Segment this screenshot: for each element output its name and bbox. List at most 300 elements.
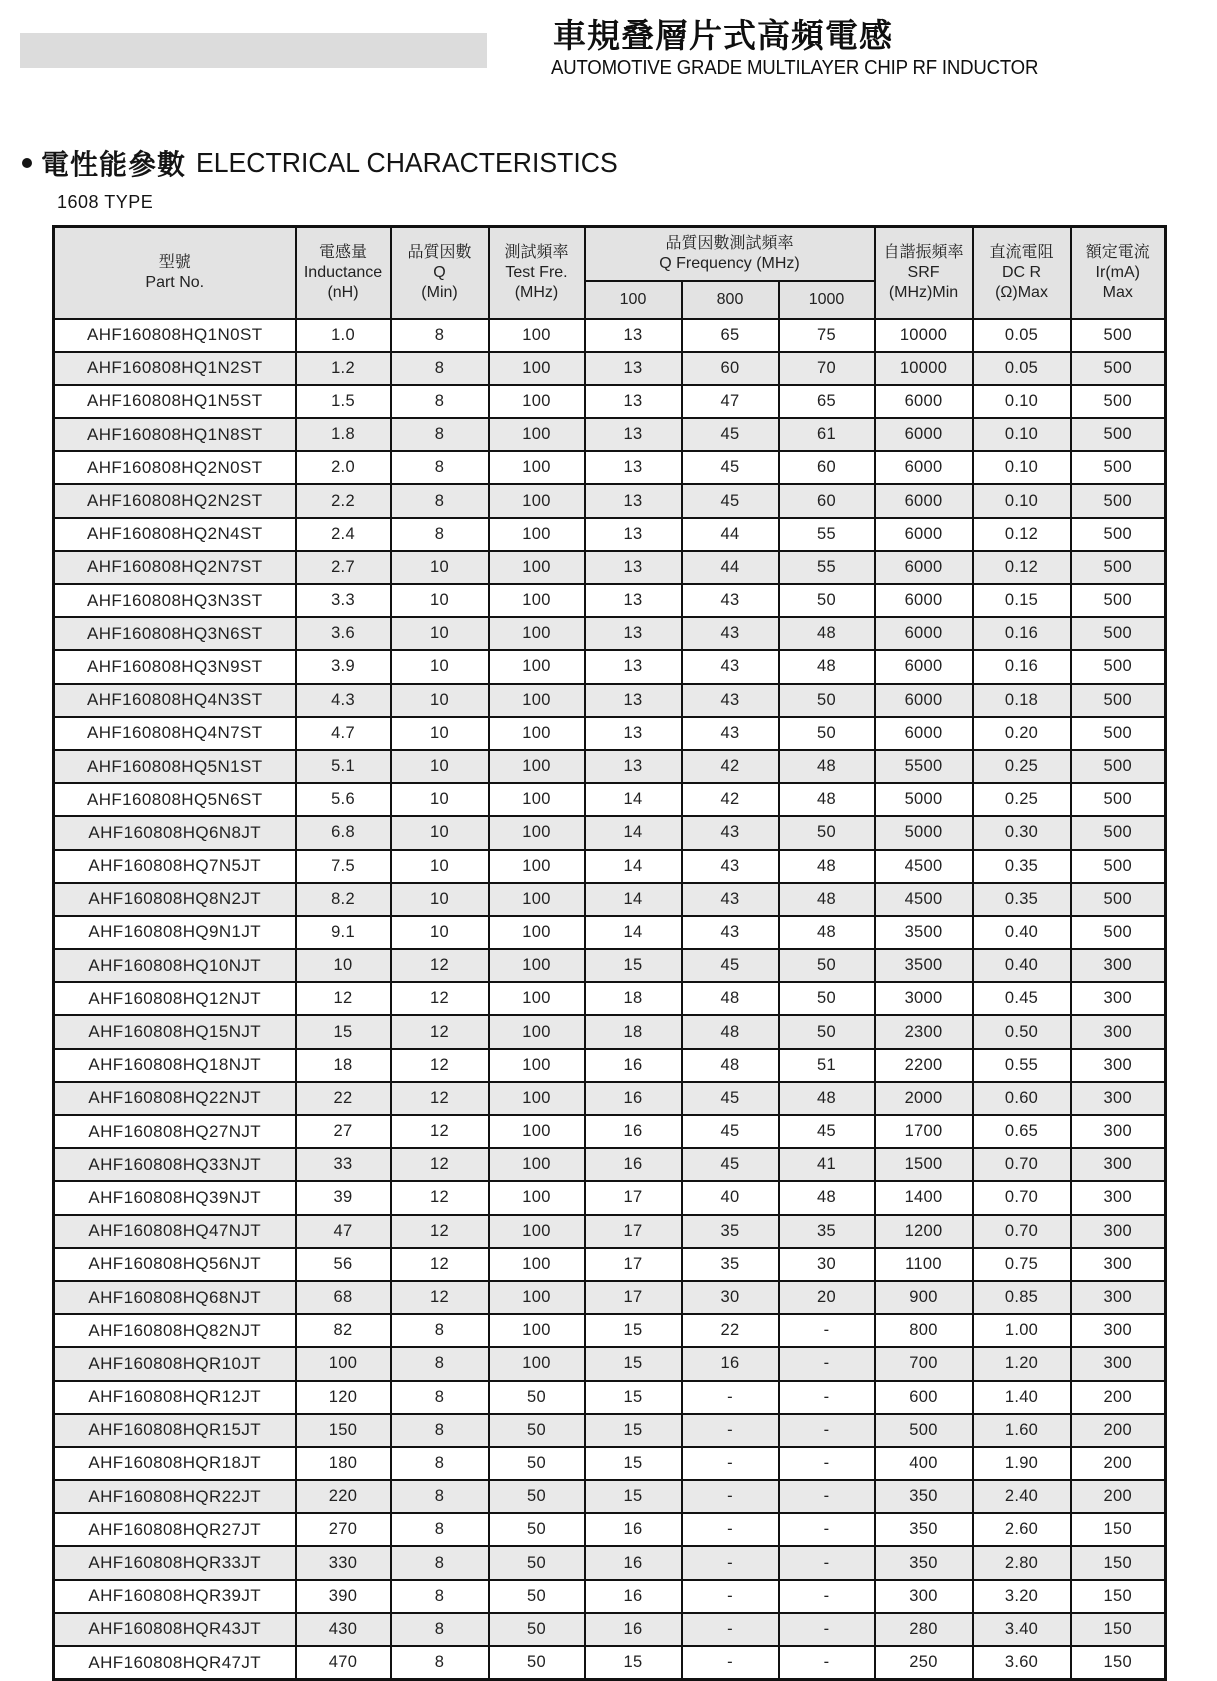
value-cell: 500 (1071, 883, 1166, 916)
value-cell: 12 (391, 1082, 489, 1115)
value-cell: 300 (1071, 1248, 1166, 1281)
value-cell: 2200 (875, 1049, 973, 1082)
value-cell: 0.20 (973, 717, 1071, 750)
value-cell: 500 (1071, 451, 1166, 484)
value-cell: 6000 (875, 650, 973, 683)
value-cell: 1.00 (973, 1314, 1071, 1347)
value-cell: 35 (779, 1215, 875, 1248)
value-cell: 300 (1071, 1347, 1166, 1380)
value-cell: 100 (489, 1281, 585, 1314)
value-cell: 8 (391, 1381, 489, 1414)
value-cell: - (779, 1381, 875, 1414)
bullet-icon (22, 158, 32, 168)
part-no-cell: AHF160808HQ27NJT (54, 1115, 296, 1148)
value-cell: 4.3 (296, 684, 391, 717)
value-cell: 100 (489, 451, 585, 484)
value-cell: - (779, 1414, 875, 1447)
value-cell: 5000 (875, 783, 973, 816)
value-cell: 470 (296, 1646, 391, 1680)
col-header-qfreq-100: 100 (585, 281, 682, 319)
value-cell: 500 (1071, 584, 1166, 617)
value-cell: 15 (585, 1314, 682, 1347)
value-cell: 12 (391, 1049, 489, 1082)
table-row (54, 1646, 1166, 1680)
table-row (54, 1480, 1166, 1513)
value-cell: 43 (682, 916, 779, 949)
value-cell: 56 (296, 1248, 391, 1281)
value-cell: 2.4 (296, 518, 391, 551)
value-cell: 0.40 (973, 949, 1071, 982)
table-row (54, 1215, 1166, 1248)
table-row (54, 850, 1166, 883)
value-cell: 15 (585, 1414, 682, 1447)
value-cell: 500 (875, 1414, 973, 1447)
value-cell: 43 (682, 717, 779, 750)
value-cell: 300 (875, 1580, 973, 1613)
value-cell: 300 (1071, 1148, 1166, 1181)
value-cell: 0.55 (973, 1049, 1071, 1082)
value-cell: 100 (489, 1215, 585, 1248)
value-cell: 43 (682, 650, 779, 683)
value-cell: 0.16 (973, 650, 1071, 683)
value-cell: - (779, 1447, 875, 1480)
value-cell: 15 (585, 1646, 682, 1680)
value-cell: 60 (779, 484, 875, 517)
value-cell: 68 (296, 1281, 391, 1314)
table-row (54, 617, 1166, 650)
value-cell: 3.60 (973, 1646, 1071, 1680)
part-no-cell: AHF160808HQR22JT (54, 1480, 296, 1513)
part-no-cell: AHF160808HQ1N8ST (54, 418, 296, 451)
part-no-cell: AHF160808HQ2N2ST (54, 484, 296, 517)
value-cell: 5000 (875, 816, 973, 849)
value-cell: 27 (296, 1115, 391, 1148)
part-no-cell: AHF160808HQ18NJT (54, 1049, 296, 1082)
value-cell: 8 (391, 319, 489, 352)
table-row (54, 684, 1166, 717)
value-cell: 8 (391, 1646, 489, 1680)
value-cell: 43 (682, 684, 779, 717)
value-cell: - (682, 1646, 779, 1680)
value-cell: 8 (391, 451, 489, 484)
type-label: 1608 TYPE (57, 192, 154, 212)
value-cell: 10 (391, 816, 489, 849)
value-cell: 390 (296, 1580, 391, 1613)
value-cell: 180 (296, 1447, 391, 1480)
value-cell: 10000 (875, 352, 973, 385)
value-cell: 10 (391, 883, 489, 916)
value-cell: 8 (391, 1613, 489, 1646)
value-cell: 300 (1071, 1215, 1166, 1248)
value-cell: 1.0 (296, 319, 391, 352)
table-header (54, 227, 1166, 319)
table-row (54, 518, 1166, 551)
table-row (54, 451, 1166, 484)
value-cell: 100 (489, 1148, 585, 1181)
value-cell: 5.1 (296, 750, 391, 783)
part-no-cell: AHF160808HQR27JT (54, 1513, 296, 1546)
part-no-cell: AHF160808HQ12NJT (54, 982, 296, 1015)
value-cell: 42 (682, 750, 779, 783)
value-cell: 65 (779, 385, 875, 418)
value-cell: 43 (682, 850, 779, 883)
value-cell: 33 (296, 1148, 391, 1181)
table-row (54, 352, 1166, 385)
value-cell: 43 (682, 584, 779, 617)
table-row (54, 982, 1166, 1015)
value-cell: 0.05 (973, 352, 1071, 385)
value-cell: 150 (1071, 1513, 1166, 1546)
value-cell: 100 (489, 717, 585, 750)
value-cell: - (779, 1513, 875, 1546)
value-cell: 100 (489, 418, 585, 451)
col-header-srf: 自諧振頻率 SRF (MHz)Min (875, 227, 973, 319)
value-cell: 12 (391, 949, 489, 982)
value-cell: 12 (391, 1248, 489, 1281)
value-cell: 48 (779, 916, 875, 949)
value-cell: 2.0 (296, 451, 391, 484)
table-row (54, 1148, 1166, 1181)
table-row (54, 484, 1166, 517)
value-cell: 1400 (875, 1181, 973, 1214)
table-row (54, 883, 1166, 916)
value-cell: 0.75 (973, 1248, 1071, 1281)
value-cell: 200 (1071, 1480, 1166, 1513)
value-cell: 100 (489, 684, 585, 717)
value-cell: 1.5 (296, 385, 391, 418)
value-cell: 50 (779, 717, 875, 750)
part-no-cell: AHF160808HQR18JT (54, 1447, 296, 1480)
value-cell: 44 (682, 518, 779, 551)
value-cell: 15 (585, 1480, 682, 1513)
value-cell: 10 (391, 850, 489, 883)
part-no-cell: AHF160808HQ33NJT (54, 1148, 296, 1181)
value-cell: 12 (391, 1215, 489, 1248)
value-cell: 10 (391, 584, 489, 617)
value-cell: 50 (779, 684, 875, 717)
col-header-q: 品質因數 Q (Min) (391, 227, 489, 319)
value-cell: 48 (779, 750, 875, 783)
value-cell: 100 (489, 1248, 585, 1281)
value-cell: 22 (296, 1082, 391, 1115)
value-cell: 0.12 (973, 551, 1071, 584)
value-cell: 10 (391, 617, 489, 650)
value-cell: 2.7 (296, 551, 391, 584)
value-cell: - (682, 1580, 779, 1613)
table-row (54, 1447, 1166, 1480)
value-cell: 100 (489, 385, 585, 418)
part-no-cell: AHF160808HQ15NJT (54, 1015, 296, 1048)
part-no-cell: AHF160808HQ1N0ST (54, 319, 296, 352)
value-cell: 500 (1071, 816, 1166, 849)
value-cell: 1.20 (973, 1347, 1071, 1380)
table-row (54, 650, 1166, 683)
value-cell: 1.90 (973, 1447, 1071, 1480)
value-cell: 150 (1071, 1646, 1166, 1680)
part-no-cell: AHF160808HQ56NJT (54, 1248, 296, 1281)
value-cell: 13 (585, 750, 682, 783)
value-cell: 300 (1071, 1049, 1166, 1082)
value-cell: 30 (779, 1248, 875, 1281)
value-cell: 45 (682, 451, 779, 484)
value-cell: 50 (489, 1414, 585, 1447)
value-cell: 0.15 (973, 584, 1071, 617)
value-cell: 10 (391, 916, 489, 949)
value-cell: 250 (875, 1646, 973, 1680)
value-cell: 35 (682, 1215, 779, 1248)
page-title-en: AUTOMOTIVE GRADE MULTILAYER CHIP RF INDUCTOR (551, 57, 1039, 79)
value-cell: 150 (1071, 1546, 1166, 1579)
value-cell: 10 (391, 650, 489, 683)
value-cell: 13 (585, 551, 682, 584)
value-cell: 17 (585, 1281, 682, 1314)
part-no-cell: AHF160808HQ4N3ST (54, 684, 296, 717)
part-no-cell: AHF160808HQ1N2ST (54, 352, 296, 385)
value-cell: 50 (489, 1381, 585, 1414)
value-cell: - (682, 1480, 779, 1513)
part-no-cell: AHF160808HQR39JT (54, 1580, 296, 1613)
table-row (54, 916, 1166, 949)
value-cell: 100 (489, 1049, 585, 1082)
value-cell: 8 (391, 1513, 489, 1546)
table-row (54, 1513, 1166, 1546)
value-cell: - (682, 1613, 779, 1646)
value-cell: 1.2 (296, 352, 391, 385)
value-cell: 600 (875, 1381, 973, 1414)
value-cell: 6000 (875, 385, 973, 418)
value-cell: 15 (585, 1447, 682, 1480)
value-cell: 6000 (875, 717, 973, 750)
value-cell: 8 (391, 385, 489, 418)
value-cell: 13 (585, 385, 682, 418)
value-cell: 16 (585, 1082, 682, 1115)
value-cell: 55 (779, 518, 875, 551)
part-no-cell: AHF160808HQR12JT (54, 1381, 296, 1414)
value-cell: 30 (682, 1281, 779, 1314)
value-cell: 100 (296, 1347, 391, 1380)
value-cell: 3.3 (296, 584, 391, 617)
value-cell: 100 (489, 1347, 585, 1380)
value-cell: 500 (1071, 551, 1166, 584)
logo-placeholder (20, 33, 487, 68)
value-cell: 43 (682, 816, 779, 849)
value-cell: 500 (1071, 684, 1166, 717)
value-cell: 50 (489, 1513, 585, 1546)
value-cell: 200 (1071, 1381, 1166, 1414)
value-cell: 2000 (875, 1082, 973, 1115)
value-cell: 1.8 (296, 418, 391, 451)
value-cell: 48 (779, 783, 875, 816)
value-cell: 100 (489, 584, 585, 617)
value-cell: 16 (585, 1115, 682, 1148)
value-cell: 18 (585, 982, 682, 1015)
table-row (54, 584, 1166, 617)
value-cell: 13 (585, 617, 682, 650)
value-cell: 55 (779, 551, 875, 584)
part-no-cell: AHF160808HQ68NJT (54, 1281, 296, 1314)
value-cell: 10 (391, 783, 489, 816)
value-cell: 900 (875, 1281, 973, 1314)
value-cell: 100 (489, 1115, 585, 1148)
value-cell: 300 (1071, 1082, 1166, 1115)
value-cell: 2.80 (973, 1546, 1071, 1579)
value-cell: 17 (585, 1181, 682, 1214)
value-cell: 45 (682, 1148, 779, 1181)
value-cell: 4500 (875, 850, 973, 883)
value-cell: 500 (1071, 352, 1166, 385)
value-cell: 10 (296, 949, 391, 982)
value-cell: 48 (682, 982, 779, 1015)
part-no-cell: AHF160808HQ3N6ST (54, 617, 296, 650)
value-cell: 1200 (875, 1215, 973, 1248)
value-cell: 48 (779, 850, 875, 883)
value-cell: 350 (875, 1480, 973, 1513)
value-cell: 100 (489, 484, 585, 517)
value-cell: 300 (1071, 949, 1166, 982)
table-row (54, 1281, 1166, 1314)
value-cell: 100 (489, 750, 585, 783)
col-header-dc-r: 直流電阻 DC R (Ω)Max (973, 227, 1071, 319)
col-header-q-frequency-group: 品質因數測試頻率 Q Frequency (MHz) (585, 227, 875, 281)
value-cell: 8.2 (296, 883, 391, 916)
value-cell: - (779, 1646, 875, 1680)
part-no-cell: AHF160808HQ2N7ST (54, 551, 296, 584)
value-cell: 0.10 (973, 484, 1071, 517)
value-cell: - (682, 1513, 779, 1546)
value-cell: 0.30 (973, 816, 1071, 849)
value-cell: 0.45 (973, 982, 1071, 1015)
value-cell: 1100 (875, 1248, 973, 1281)
value-cell: 4500 (875, 883, 973, 916)
value-cell: 350 (875, 1513, 973, 1546)
value-cell: 1.40 (973, 1381, 1071, 1414)
value-cell: 10000 (875, 319, 973, 352)
value-cell: 45 (779, 1115, 875, 1148)
value-cell: 13 (585, 418, 682, 451)
value-cell: 0.10 (973, 418, 1071, 451)
value-cell: 8 (391, 1480, 489, 1513)
value-cell: 6000 (875, 418, 973, 451)
value-cell: 150 (1071, 1580, 1166, 1613)
col-header-part-no: 型號 Part No. (54, 227, 296, 319)
value-cell: 3500 (875, 916, 973, 949)
value-cell: 8 (391, 418, 489, 451)
part-no-cell: AHF160808HQR47JT (54, 1646, 296, 1680)
page-title-cn: 車規叠層片式高頻電感 (553, 17, 893, 54)
value-cell: 13 (585, 451, 682, 484)
value-cell: 1700 (875, 1115, 973, 1148)
value-cell: 100 (489, 1015, 585, 1048)
value-cell: 18 (296, 1049, 391, 1082)
value-cell: 3.9 (296, 650, 391, 683)
value-cell: 0.25 (973, 783, 1071, 816)
value-cell: 12 (391, 1148, 489, 1181)
value-cell: 800 (875, 1314, 973, 1347)
value-cell: 300 (1071, 1181, 1166, 1214)
col-header-qfreq-800: 800 (682, 281, 779, 319)
value-cell: 330 (296, 1546, 391, 1579)
part-no-cell: AHF160808HQ6N8JT (54, 816, 296, 849)
value-cell: 100 (489, 783, 585, 816)
value-cell: 0.65 (973, 1115, 1071, 1148)
value-cell: 45 (682, 949, 779, 982)
table-body (54, 319, 1166, 1680)
value-cell: 100 (489, 319, 585, 352)
value-cell: 10 (391, 684, 489, 717)
value-cell: 16 (682, 1347, 779, 1380)
value-cell: 50 (489, 1480, 585, 1513)
value-cell: 500 (1071, 783, 1166, 816)
value-cell: 6000 (875, 551, 973, 584)
value-cell: 45 (682, 1115, 779, 1148)
value-cell: 7.5 (296, 850, 391, 883)
value-cell: 12 (296, 982, 391, 1015)
part-no-cell: AHF160808HQ39NJT (54, 1181, 296, 1214)
value-cell: 8 (391, 1580, 489, 1613)
col-header-ir: 額定電流 Ir(mA) Max (1071, 227, 1166, 319)
value-cell: 0.35 (973, 850, 1071, 883)
col-header-qfreq-1000: 1000 (779, 281, 875, 319)
table-row (54, 816, 1166, 849)
value-cell: 10 (391, 717, 489, 750)
part-no-cell: AHF160808HQ2N0ST (54, 451, 296, 484)
value-cell: 100 (489, 1314, 585, 1347)
value-cell: 0.05 (973, 319, 1071, 352)
value-cell: 40 (682, 1181, 779, 1214)
section-heading-cn: 電性能參數 (41, 149, 187, 180)
table-row (54, 1347, 1166, 1380)
table-row (54, 717, 1166, 750)
value-cell: - (779, 1314, 875, 1347)
table-row (54, 1381, 1166, 1414)
value-cell: 500 (1071, 717, 1166, 750)
value-cell: 48 (779, 650, 875, 683)
value-cell: 100 (489, 1181, 585, 1214)
value-cell: 500 (1071, 385, 1166, 418)
part-no-cell: AHF160808HQR43JT (54, 1613, 296, 1646)
table-row (54, 418, 1166, 451)
value-cell: 13 (585, 684, 682, 717)
part-no-cell: AHF160808HQ7N5JT (54, 850, 296, 883)
value-cell: 70 (779, 352, 875, 385)
value-cell: 350 (875, 1546, 973, 1579)
table-row (54, 1314, 1166, 1347)
table-row (54, 1546, 1166, 1579)
value-cell: 50 (779, 816, 875, 849)
value-cell: 8 (391, 1314, 489, 1347)
part-no-cell: AHF160808HQ2N4ST (54, 518, 296, 551)
value-cell: 100 (489, 518, 585, 551)
value-cell: - (682, 1546, 779, 1579)
value-cell: 43 (682, 617, 779, 650)
part-no-cell: AHF160808HQ5N1ST (54, 750, 296, 783)
value-cell: 10 (391, 551, 489, 584)
value-cell: - (779, 1613, 875, 1646)
value-cell: 16 (585, 1580, 682, 1613)
value-cell: - (682, 1414, 779, 1447)
value-cell: 8 (391, 1347, 489, 1380)
value-cell: 15 (585, 1347, 682, 1380)
value-cell: 16 (585, 1513, 682, 1546)
value-cell: 2300 (875, 1015, 973, 1048)
value-cell: 300 (1071, 1281, 1166, 1314)
value-cell: 200 (1071, 1414, 1166, 1447)
value-cell: 48 (682, 1049, 779, 1082)
value-cell: 430 (296, 1613, 391, 1646)
value-cell: 17 (585, 1248, 682, 1281)
table-row (54, 1115, 1166, 1148)
value-cell: 13 (585, 352, 682, 385)
